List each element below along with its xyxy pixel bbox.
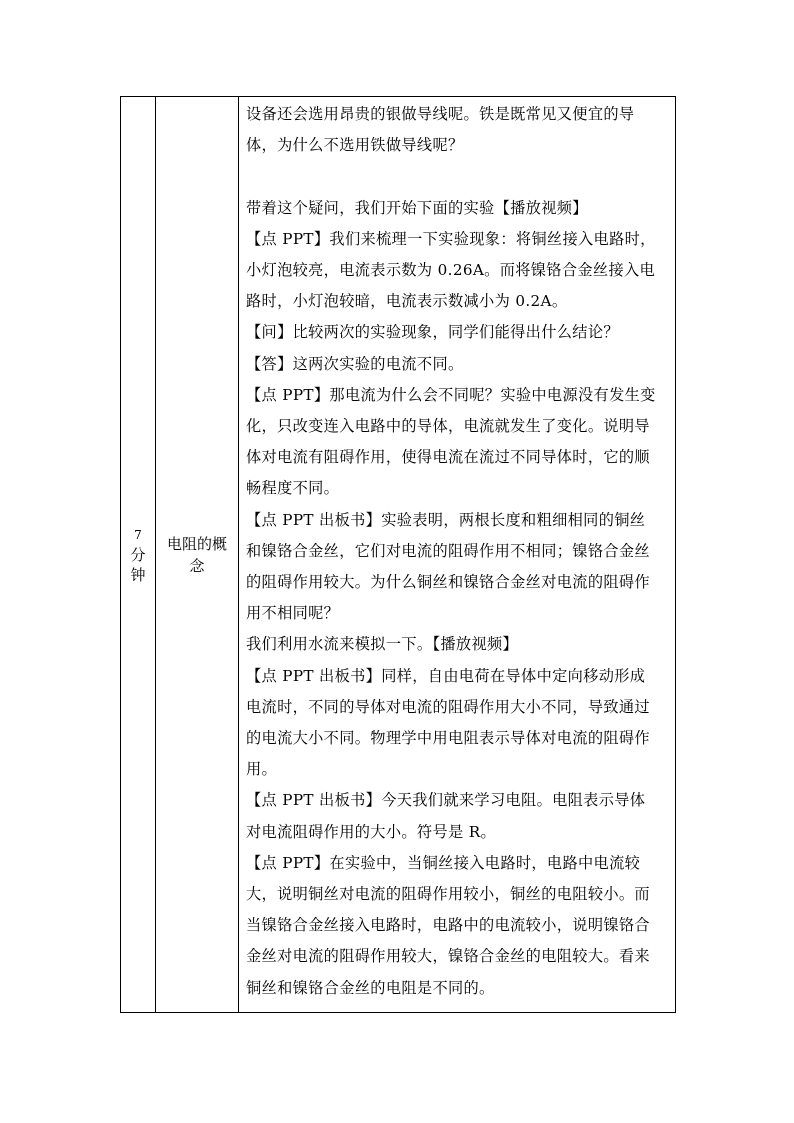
content-line: 路时，小灯泡较暗，电流表示数减小为 0.2A。 <box>246 292 568 311</box>
content-blank-line <box>246 161 675 192</box>
content-line: 金丝对电流的阻碍作用较大，镍铬合金丝的电阻较大。看来 <box>246 947 650 966</box>
section-title-line-2: 念 <box>189 556 205 575</box>
content-line: 铜丝和镍铬合金丝的电阻是不同的。 <box>246 978 495 997</box>
lesson-plan-table <box>120 96 676 1013</box>
content-line: 用不相同呢？ <box>246 604 340 623</box>
content-line: 我们利用水流来模拟一下。【播放视频】 <box>246 635 519 654</box>
content-line: 【答】这两次实验的电流不同。 <box>246 354 464 373</box>
content-line: 【点 PPT 出板书】实验表明，两根长度和粗细相同的铜丝 <box>246 510 646 529</box>
section-title-cell <box>156 97 239 1013</box>
time-number: 7 <box>134 527 142 542</box>
content-line: 【点 PPT】在实验中，当铜丝接入电路时，电路中电流较 <box>246 853 641 872</box>
section-title-line-1: 电阻的概 <box>166 534 227 553</box>
content-line: 畅程度不同。 <box>246 479 340 498</box>
content-line: 【点 PPT 出板书】同样，自由电荷在导体中定向移动形成 <box>246 666 646 685</box>
content-line: 【点 PPT】我们来梳理一下实验现象：将铜丝接入电路时， <box>246 229 656 248</box>
time-unit-2: 钟 <box>130 565 146 584</box>
content-line: 大，说明铜丝对电流的阻碍作用较小，铜丝的电阻较小。而 <box>246 885 650 904</box>
content-line: 【点 PPT 出板书】今天我们就来学习电阻。电阻表示导体 <box>246 791 646 810</box>
content-line: 当镍铬合金丝接入电路时，电路中的电流较小，说明镍铬合 <box>246 916 650 935</box>
content-line: 电流时，不同的导体对电流的阻碍作用大小不同，导致通过 <box>246 697 650 716</box>
content-line: 和镍铬合金丝，它们对电流的阻碍作用不相同；镍铬合金丝 <box>246 541 650 560</box>
time-unit-1: 分 <box>130 545 146 564</box>
content-line: 的电流大小不同。物理学中用电阻表示导体对电流的阻碍作 <box>246 729 650 748</box>
content-line: 【问】比较两次的实验现象，同学们能得出什么结论？ <box>246 323 619 342</box>
time-cell <box>121 97 156 1013</box>
content-line: 设备还会选用昂贵的银做导线呢。铁是既常见又便宜的导 <box>246 105 635 123</box>
content-line: 体，为什么不选用铁做导线呢？ <box>246 136 464 155</box>
content-line: 用。 <box>246 760 278 779</box>
content-line: 的阻碍作用较大。为什么铜丝和镍铬合金丝对电流的阻碍作 <box>246 573 650 592</box>
content-line: 化，只改变连入电路中的导体，电流就发生了变化。说明导 <box>246 417 650 436</box>
content-line: 【点 PPT】那电流为什么会不同呢？实验中电源没有发生变 <box>246 385 656 404</box>
content-line: 体对电流有阻碍作用，使得电流在流过不同导体时，它的顺 <box>246 448 650 467</box>
content-cell <box>239 97 676 1013</box>
content-line: 带着这个疑问，我们开始下面的实验【播放视频】 <box>246 198 588 217</box>
table-row <box>121 97 676 1013</box>
content-line: 小灯泡较亮，电流表示数为 0.26A。而将镍铬合金丝接入电 <box>246 261 656 279</box>
content-line: 对电流阻碍作用的大小。符号是 R。 <box>246 822 497 841</box>
